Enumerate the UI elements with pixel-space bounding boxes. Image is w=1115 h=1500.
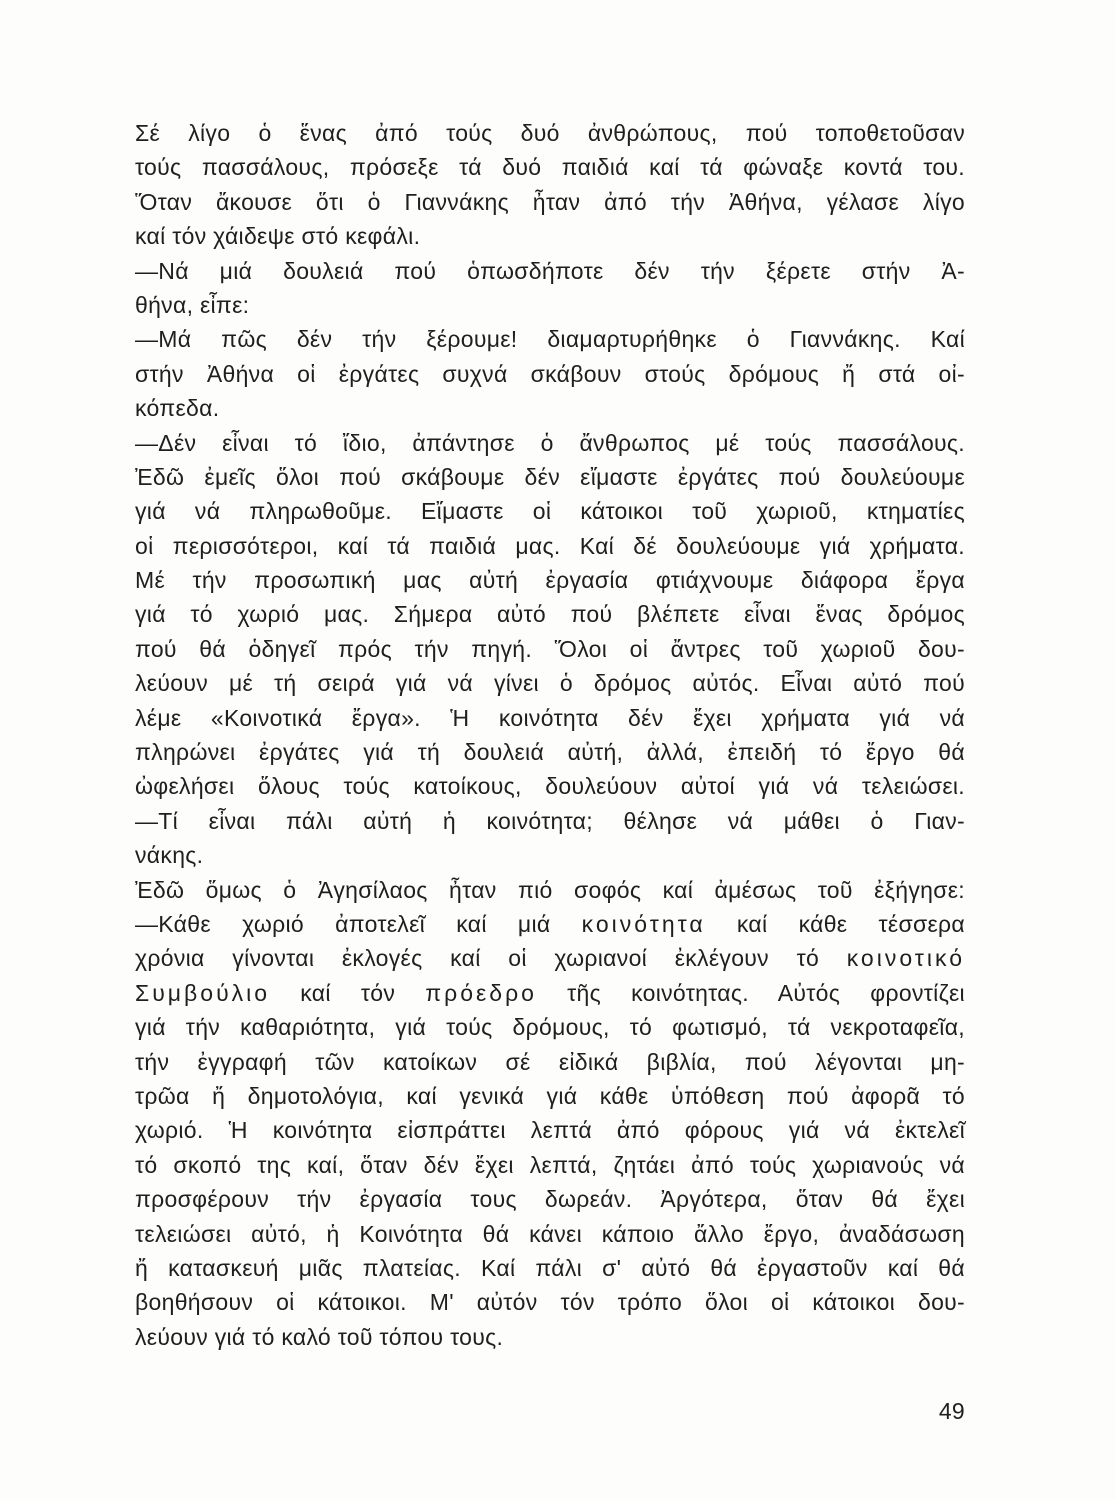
- spaced-term-proedro: πρόεδρο: [425, 979, 537, 1006]
- text-segment: καί κάθε τέσσερα: [736, 910, 965, 937]
- text-line-20: ὠφελήσει ὅλους τούς κατοίκους, δουλεύουν αὐτοί γιά νά τελειώσει.: [135, 773, 965, 800]
- text-line-35: βοηθήσουν οἱ κάτοικοι. Μ' αὐτόν τόν τρόπο ὅλοι οἱ κάτοικοι δου-: [135, 1289, 965, 1316]
- text-line-29: τρῶα ἤ δημοτολόγια, καί γενικά γιά κάθε ὑπόθεση πού ἀφορᾶ τό: [135, 1082, 965, 1109]
- text-line-5: —Νά μιά δουλειά πού ὁπωσδήποτε δέν τήν ξέρετε στήν Ἀ-: [135, 257, 965, 284]
- text-line-7: —Μά πῶς δέν τήν ξέρουμε! διαμαρτυρήθηκε ὁ Γιαννάκης. Καί: [135, 326, 965, 353]
- text-line-9: κόπεδα.: [135, 395, 220, 422]
- text-line-2: τούς πασσάλους, πρόσεξε τά δυό παιδιά καί τά φώναξε κοντά του.: [135, 154, 965, 181]
- text-segment: χρόνια γίνονται ἐκλογές καί οἱ χωριανοί ἐκλέγουν τό: [135, 945, 820, 972]
- text-line-34: ἤ κατασκευή μιᾶς πλατείας. Καί πάλι σ' αὐτό θά ἐργαστοῦν καί θά: [135, 1254, 965, 1281]
- text-line-18: λέμε «Κοινοτικά ἔργα». Ἡ κοινότητα δέν ἔχει χρήματα γιά νά: [135, 704, 965, 731]
- spaced-term-symvoulio: Συμβούλιο: [135, 979, 271, 1006]
- text-line-6: θήνα, εἶπε:: [135, 291, 250, 318]
- text-line-13: οἱ περισσότεροι, καί τά παιδιά μας. Καί δέ δουλεύουμε γιά χρήματα.: [135, 532, 965, 559]
- text-line-22: νάκης.: [135, 842, 204, 869]
- text-line-27: γιά τήν καθαριότητα, γιά τούς δρόμους, τό φωτισμό, τά νεκροταφεῖα,: [135, 1014, 965, 1041]
- text-line-23: Ἐδῶ ὅμως ὁ Ἀγησίλαος ἦταν πιό σοφός καί ἀμέσως τοῦ ἐξήγησε:: [135, 876, 965, 903]
- text-line-24: [135, 907, 965, 941]
- text-line-11: Ἐδῶ ἐμεῖς ὅλοι πού σκάβουμε δέν εἴμαστε ἐργάτες πού δουλεύουμε: [135, 463, 965, 490]
- text-line-32: προσφέρουν τήν ἐργασία τους δωρεάν. Ἀργότερα, ὅταν θά ἔχει: [135, 1186, 965, 1213]
- text-line-8: στήν Ἀθήνα οἱ ἐργάτες συχνά σκάβουν στούς δρόμους ἤ στά οἰ-: [135, 360, 965, 387]
- text-segment: τῆς κοινότητας. Αὐτός φροντίζει: [567, 979, 965, 1006]
- text-line-25: [135, 941, 965, 975]
- text-line-16: πού θά ὁδηγεῖ πρός τήν πηγή. Ὅλοι οἱ ἄντρες τοῦ χωριοῦ δου-: [135, 635, 965, 662]
- body-text: [135, 116, 965, 1354]
- text-line-3: Ὅταν ἄκουσε ὅτι ὁ Γιαννάκης ἦταν ἀπό τήν Ἀθήνα, γέλασε λίγο: [135, 188, 965, 215]
- text-line-31: τό σκοπό της καί, ὅταν δέν ἔχει λεπτά, ζητάει ἀπό τούς χωριανούς νά: [135, 1151, 965, 1178]
- text-line-12: γιά νά πληρωθοῦμε. Εἴμαστε οἱ κάτοικοι τοῦ χωριοῦ, κτηματίες: [135, 498, 965, 525]
- text-line-1: Σέ λίγο ὁ ἕνας ἀπό τούς δυό ἀνθρώπους, πού τοποθετοῦσαν: [135, 120, 965, 146]
- spaced-term-koinotiko: κοινοτικό: [846, 945, 965, 972]
- text-line-30: χωριό. Ἡ κοινότητα εἰσπράττει λεπτά ἀπό φόρους γιά νά ἐκτελεῖ: [135, 1117, 965, 1144]
- text-line-10: —Δέν εἶναι τό ἴδιο, ἀπάντησε ὁ ἄνθρωπος μέ τούς πασσάλους.: [135, 429, 965, 456]
- text-line-19: πληρώνει ἐργάτες γιά τή δουλειά αὐτή, ἀλλά, ἐπειδή τό ἔργο θά: [135, 739, 965, 766]
- text-line-26: [135, 976, 965, 1010]
- text-line-14: Μέ τήν προσωπική μας αὐτή ἐργασία φτιάχνουμε διάφορα ἔργα: [135, 567, 965, 594]
- text-line-15: γιά τό χωριό μας. Σήμερα αὐτό πού βλέπετε εἶναι ἕνας δρόμος: [135, 601, 965, 628]
- text-line-21: —Τί εἶναι πάλι αὐτή ἡ κοινότητα; θέλησε νά μάθει ὁ Γιαν-: [135, 807, 965, 834]
- page-number: 49: [938, 1398, 965, 1424]
- text-line-36: λεύουν γιά τό καλό τοῦ τόπου τους.: [135, 1323, 504, 1350]
- text-segment: καί τόν: [300, 979, 396, 1006]
- text-line-17: λεύουν μέ τή σειρά γιά νά γίνει ὁ δρόμος αὐτός. Εἶναι αὐτό πού: [135, 670, 965, 697]
- text-line-4: καί τόν χάιδεψε στό κεφάλι.: [135, 223, 421, 250]
- text-segment: —Κάθε χωριό ἀποτελεῖ καί μιά: [135, 910, 551, 937]
- spaced-term-koinotita: κοινότητα: [581, 910, 706, 937]
- text-line-28: τήν ἐγγραφή τῶν κατοίκων σέ εἰδικά βιβλία, πού λέγονται μη-: [135, 1048, 965, 1075]
- text-line-33: τελειώσει αὐτό, ἡ Κοινότητα θά κάνει κάποιο ἄλλο ἔργο, ἀναδάσωση: [135, 1220, 965, 1247]
